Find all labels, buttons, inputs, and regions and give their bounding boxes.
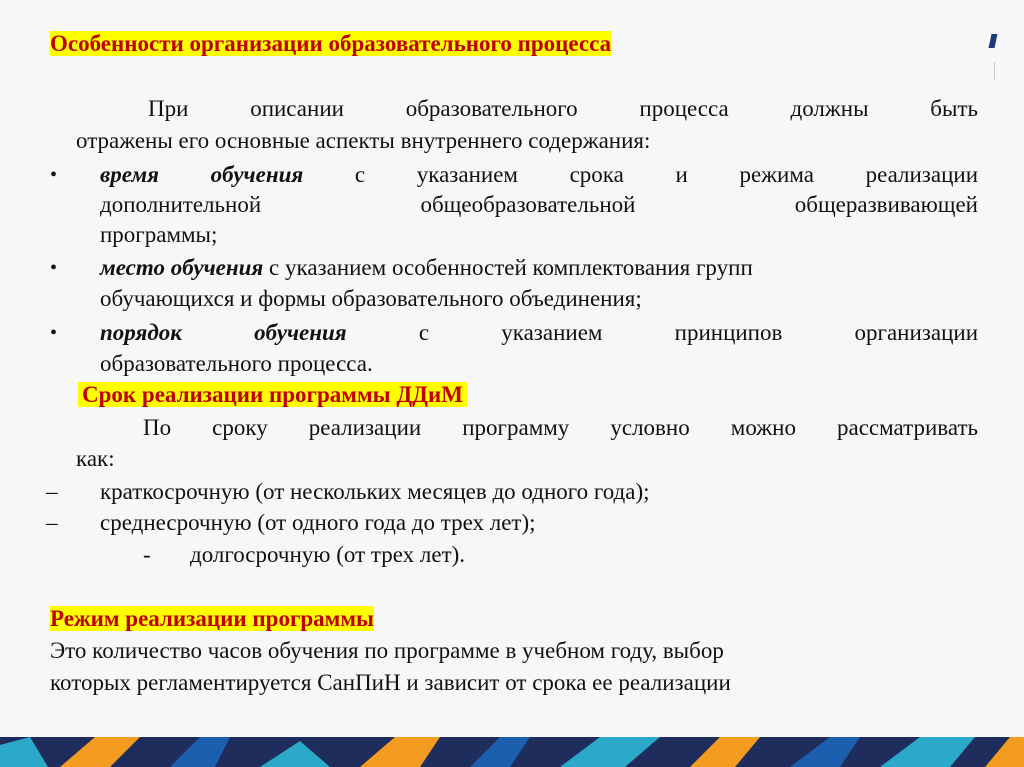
heading-mode-text: Режим реализации программы (50, 606, 374, 631)
intro-line-1: При описании образовательного процесса должны быть (148, 96, 978, 121)
bullet-3-line-1 (100, 317, 978, 349)
bullet-icon: • (50, 257, 58, 279)
bullet-1-line-1 (100, 159, 978, 191)
bullet-2-rest: с указанием особенностей комплектования групп (263, 255, 753, 280)
footer-decoration (0, 737, 1024, 767)
heading-term (78, 379, 467, 411)
duration-long: долгосрочную (от трех лет). (190, 542, 466, 567)
bullet-icon: • (50, 322, 58, 344)
heading-term-text: Срок реализации программы ДДиМ (78, 382, 467, 407)
duration-medium: среднесрочную (от одного года до трех лет); (100, 510, 536, 535)
duration-short: краткосрочную (от нескольких месяцев до одного года); (100, 479, 650, 504)
bullet-2-line-2: обучающихся и формы образовательного объединения; (100, 286, 642, 311)
dash-icon: – (46, 510, 58, 535)
bullet-1-term: время обучения (100, 162, 304, 187)
bullet-1-line-2: дополнительной общеобразовательной общеразвивающей (100, 192, 978, 217)
dash-icon: – (46, 479, 58, 504)
hyphen-icon: - (143, 542, 151, 567)
bullet-2-term: место обучения (100, 255, 264, 280)
bullet-3-term: порядок обучения (100, 320, 347, 345)
bullet-icon: • (50, 164, 58, 186)
corner-accent-icon (989, 34, 998, 48)
bullet-2-line-1 (100, 252, 978, 284)
bullet-1-line-3: программы; (100, 222, 218, 247)
heading-organization-text: Особенности организации образовательного процесса (50, 31, 612, 56)
term-intro-line-1: По сроку реализации программу условно можно рассматривать (143, 415, 978, 440)
bullet-1-rest: с указанием срока и режима реализации (354, 162, 979, 187)
mode-line-2: которых регламентируется СанПиН и зависит от срока ее реализации (50, 670, 731, 695)
bullet-3-line-2: образовательного процесса. (100, 351, 373, 376)
intro-line-2: отражены его основные аспекты внутреннего содержания: (76, 128, 651, 153)
mode-line-1: Это количество часов обучения по программе в учебном году, выбор (50, 638, 724, 663)
corner-divider (994, 62, 995, 80)
bullet-3-rest: с указанием принципов организации (418, 320, 979, 345)
term-intro-line-2: как: (76, 446, 115, 471)
heading-organization (50, 28, 611, 60)
heading-mode (50, 603, 374, 635)
